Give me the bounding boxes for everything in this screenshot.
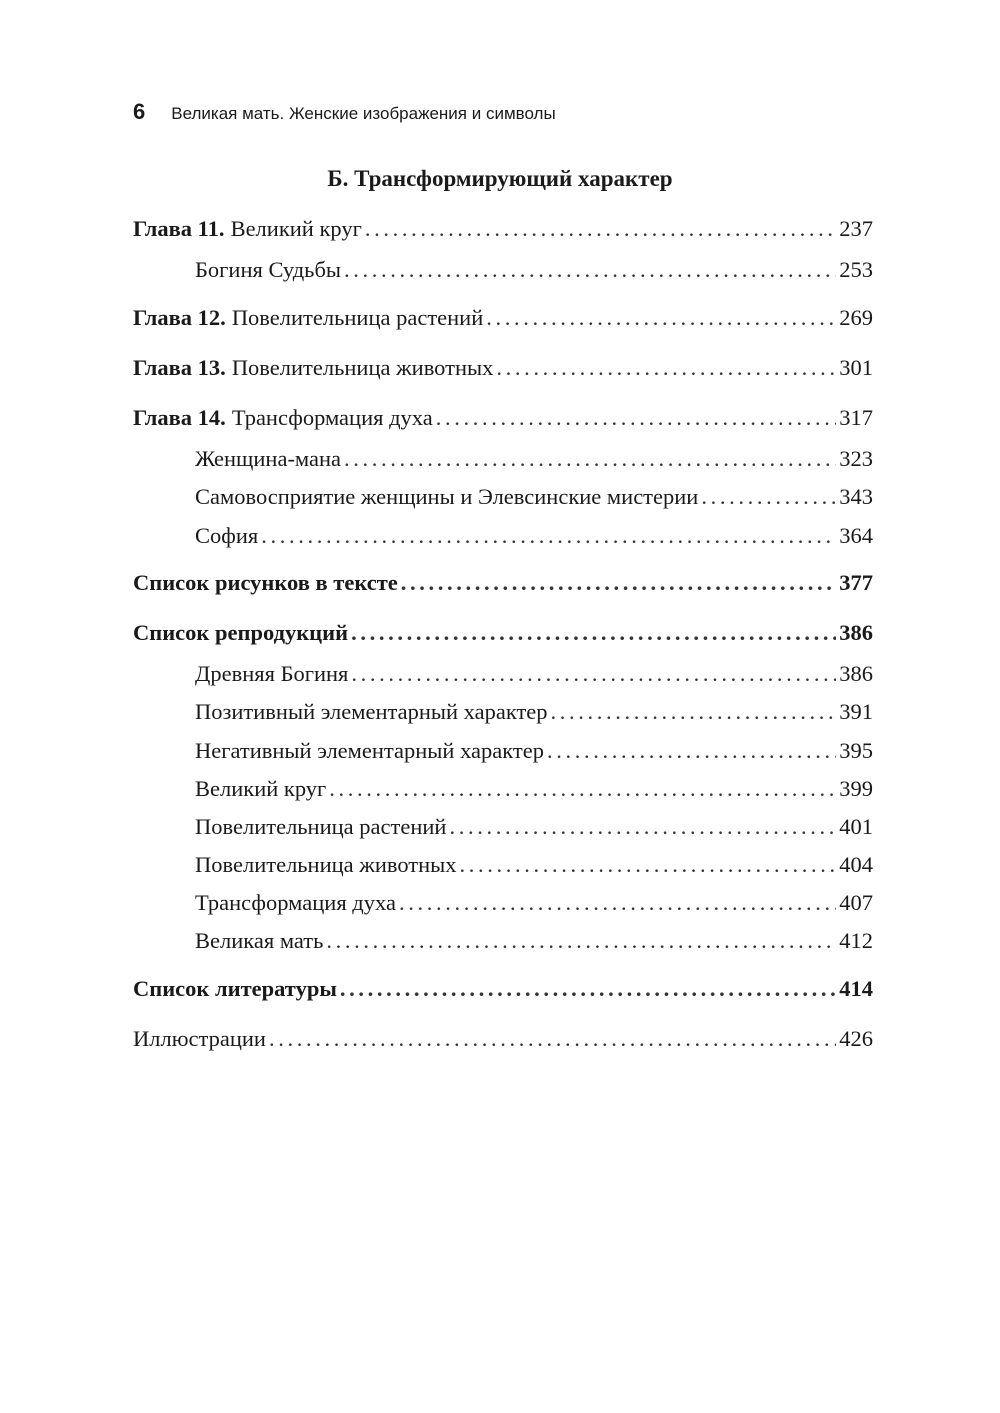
toc-entry-sub[interactable] (195, 446, 873, 476)
dot-leader (547, 738, 836, 764)
dot-leader (340, 976, 836, 1002)
toc-entry-page: 269 (839, 305, 873, 330)
toc-entry-page: 401 (839, 814, 873, 839)
dot-leader (449, 814, 836, 840)
toc-entry-page: 301 (839, 355, 873, 380)
toc-entry-label: Повелительница растений (195, 814, 447, 839)
dot-leader (486, 305, 836, 331)
toc-entry-list-of-figures[interactable] (133, 570, 873, 600)
dot-leader (701, 484, 836, 510)
dot-leader (401, 570, 836, 596)
toc-entry-label: Список репродукций (133, 620, 349, 645)
toc-entry-label: Повелительница животных (195, 852, 457, 877)
toc-entry-page: 426 (839, 1026, 873, 1051)
toc-entry-prefix: Глава 13. (133, 355, 226, 380)
toc-entry-sub[interactable] (195, 661, 873, 691)
toc-entry-sub[interactable] (195, 523, 873, 553)
toc-entry-sub[interactable] (195, 852, 873, 882)
dot-leader (551, 699, 837, 725)
dot-leader (399, 890, 836, 916)
toc-entry-label: Список литературы (133, 976, 337, 1001)
dot-leader (351, 661, 836, 687)
running-head (133, 99, 556, 129)
toc-entry-page: 414 (839, 976, 873, 1001)
dot-leader (326, 928, 836, 954)
toc-entry-label: Иллюстрации (133, 1026, 266, 1051)
toc-entry-page: 404 (839, 852, 873, 877)
dot-leader (365, 216, 836, 242)
toc-entry-sub[interactable] (195, 738, 873, 768)
toc-entry-page: 391 (839, 699, 873, 724)
dot-leader (436, 405, 837, 431)
dot-leader (329, 776, 836, 802)
toc-entry-label: Женщина-мана (195, 446, 342, 471)
toc-entry-page: 395 (839, 738, 873, 763)
toc-entry-sub[interactable] (195, 890, 873, 920)
toc-entry-label: Самовосприятие женщины и Элевсинские мистерии (195, 484, 699, 509)
toc-entry-prefix: Глава 11. (133, 216, 225, 241)
toc-entry-page: 386 (839, 661, 873, 686)
toc-entry-sub[interactable] (195, 484, 873, 514)
dot-leader (496, 355, 836, 381)
dot-leader (344, 257, 836, 283)
toc-entry-prefix: Глава 12. (133, 305, 226, 330)
toc-entry-page: 386 (839, 620, 873, 645)
toc-entry-page: 237 (839, 216, 873, 241)
toc-entry-page: 323 (839, 446, 873, 471)
toc-entry-label: Список рисунков в тексте (133, 570, 398, 595)
toc-entry-page: 399 (839, 776, 873, 801)
toc-entry-label: Великий круг (195, 776, 327, 801)
toc-entry-bibliography[interactable] (133, 976, 873, 1006)
toc-entry-label: Великая мать (195, 928, 324, 953)
dot-leader (269, 1026, 836, 1052)
toc-entry-label: Повелительница растений (231, 305, 484, 330)
toc-entry-label: Древняя Богиня (195, 661, 349, 686)
toc-entry-page: 412 (839, 928, 873, 953)
toc-entry-label: Великий круг (230, 216, 362, 241)
toc-entry-page: 253 (839, 257, 873, 282)
toc-entry-chapter-13[interactable] (133, 355, 873, 385)
section-heading: Б. Трансформирующий характер (327, 166, 673, 191)
toc-entry-label: Позитивный элементарный характер (195, 699, 548, 724)
toc-entry-sub[interactable] (195, 928, 873, 958)
book-title: Великая мать. Женские изображения и символы (171, 104, 556, 123)
toc-entry-illustrations[interactable] (133, 1026, 873, 1056)
toc-entry-label: Негативный элементарный характер (195, 738, 544, 763)
dot-leader (261, 523, 836, 549)
toc-entry-label: Трансформация духа (195, 890, 396, 915)
toc-entry-chapter-12[interactable] (133, 305, 873, 335)
toc-entry-chapter-11[interactable] (133, 216, 873, 246)
toc-entry-sub[interactable] (195, 257, 873, 287)
dot-leader (351, 620, 836, 646)
toc-entry-page: 343 (839, 484, 873, 509)
toc-entry-page: 377 (839, 570, 873, 595)
toc-entry-sub[interactable] (195, 814, 873, 844)
toc-entry-label: Трансформация духа (231, 405, 433, 430)
toc-entry-sub[interactable] (195, 699, 873, 729)
page-number: 6 (133, 99, 146, 124)
toc-entry-list-of-plates[interactable] (133, 620, 873, 650)
toc-entry-page: 407 (839, 890, 873, 915)
dot-leader (344, 446, 836, 472)
toc-entry-label: Повелительница животных (231, 355, 494, 380)
toc-entry-prefix: Глава 14. (133, 405, 226, 430)
toc-entry-label: Богиня Судьбы (195, 257, 342, 282)
toc-entry-page: 364 (839, 523, 873, 548)
toc-entry-chapter-14[interactable] (133, 405, 873, 435)
toc-entry-page: 317 (839, 405, 873, 430)
dot-leader (460, 852, 837, 878)
toc-entry-label: София (195, 523, 259, 548)
toc-entry-sub[interactable] (195, 776, 873, 806)
